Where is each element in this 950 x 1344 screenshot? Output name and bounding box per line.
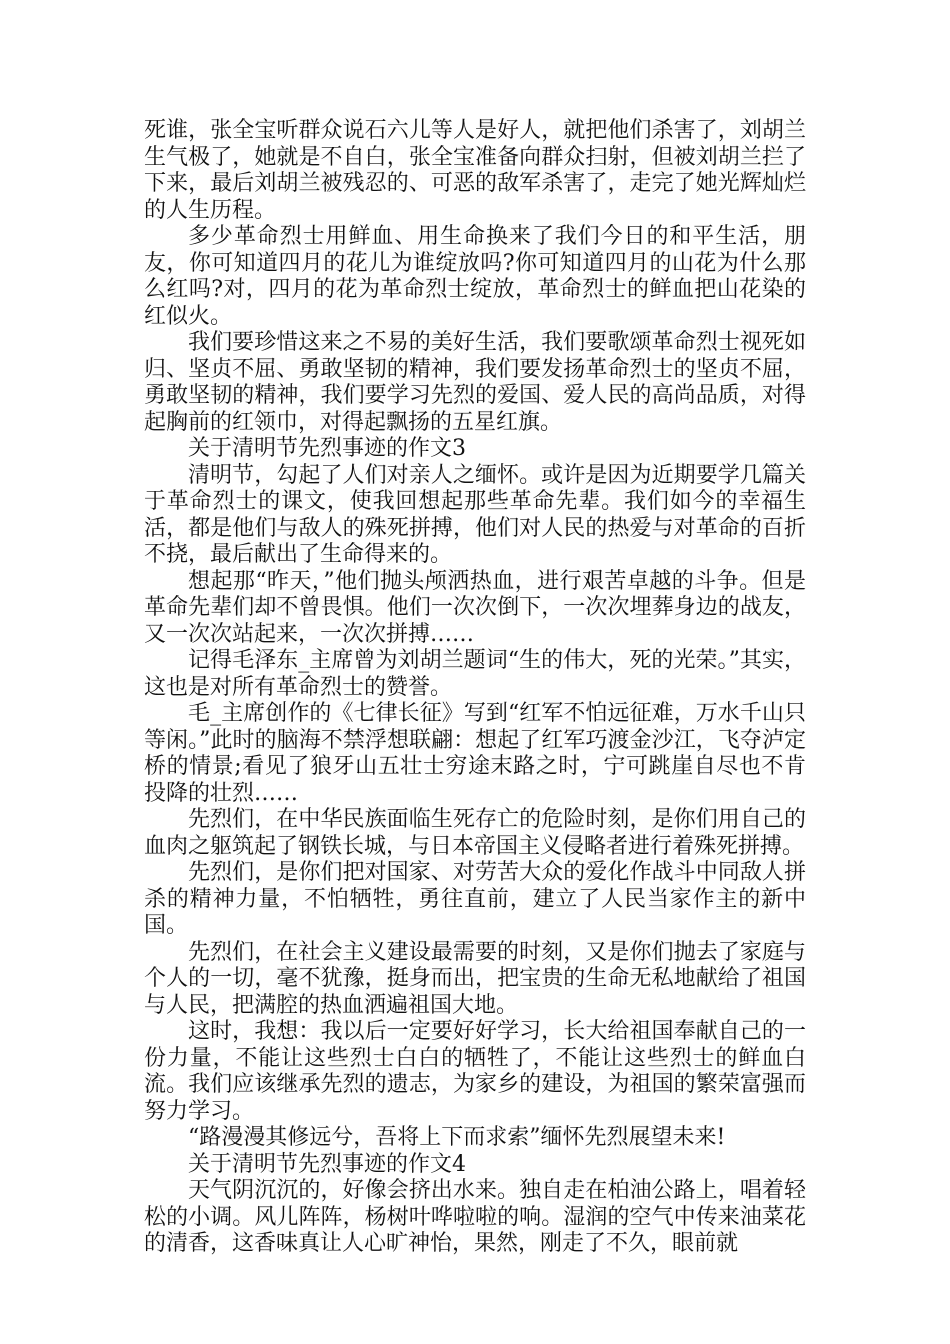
section-heading: 关于清明节先烈事迹的作文4 bbox=[188, 1151, 466, 1177]
document-page bbox=[144, 118, 806, 1258]
section-heading: 关于清明节先烈事迹的作文3 bbox=[188, 436, 466, 461]
paragraph: 这时，我想：我以后一定要好好学习，长大给祖国奉献自己的一份力量，不能让这些烈士白白的牺牲了，不能让这些烈士的鲜血白流。我们应该继承先烈的遗志，为家乡的建设，为祖国的繁荣富强而努力学习。 bbox=[144, 1019, 806, 1124]
paragraph: 清明节，勾起了人们对亲人之缅怀。或许是因为近期要学几篇关于革命烈士的课文，使我回想起那些革命先辈。我们如今的幸福生活，都是他们与敌人的殊死拼搏，他们对人民的热爱与对革命的百折不挠，最后献出了生命得来的。 bbox=[144, 462, 806, 567]
paragraph: 记得毛泽东_主席曾为刘胡兰题词“生的伟大，死的光荣。”其实，这也是对所有革命烈士的赞誉。 bbox=[144, 648, 806, 700]
paragraph: “路漫漫其修远兮，吾将上下而求索”缅怀先烈展望未来! bbox=[188, 1125, 726, 1150]
paragraph: 我们要珍惜这来之不易的美好生活，我们要歌颂革命烈士视死如归、坚贞不屈、勇敢坚韧的精神，我们要发扬革命烈士的坚贞不屈，勇敢坚韧的精神，我们要学习先烈的爱国、爱人民的高尚品质，对得起胸前的红领巾，对得起飘扬的五星红旗。 bbox=[144, 330, 806, 435]
paragraph: 多少革命烈士用鲜血、用生命换来了我们今日的和平生活，朋友，你可知道四月的花儿为谁绽放吗?你可知道四月的山花为什么那么红吗?对，四月的花为革命烈士绽放，革命烈士的鲜血把山花染的红似火。 bbox=[144, 224, 806, 329]
paragraph: 先烈们，是你们把对国家、对劳苦大众的爱化作战斗中同敌人拼杀的精神力量，不怕牺牲，勇往直前，建立了人民当家作主的新中国。 bbox=[144, 860, 806, 938]
paragraph: 先烈们，在社会主义建设最需要的时刻，又是你们抛去了家庭与个人的一切，毫不犹豫，挺身而出，把宝贵的生命无私地献给了祖国与人民，把满腔的热血洒遍祖国大地。 bbox=[144, 939, 806, 1018]
paragraph: 毛_主席创作的《七律长征》写到“红军不怕远征难，万水千山只等闲。”此时的脑海不禁浮想联翩：想起了红军巧渡金沙江，飞夺泸定桥的情景;看见了狼牙山五壮士穷途末路之时，宁可跳崖自尽也不肯投降的壮烈…… bbox=[144, 701, 806, 806]
paragraph-continued: 死谁，张全宝听群众说石六儿等人是好人，就把他们杀害了，刘胡兰生气极了，她就是不自白，张全宝准备向群众扫射，但被刘胡兰拦了下来，最后刘胡兰被残忍的、可恶的敌军杀害了，走完了她光辉灿烂的人生历程。 bbox=[144, 118, 806, 223]
paragraph: 想起那“昨天，”他们抛头颅洒热血，进行艰苦卓越的斗争。但是革命先辈们却不曾畏惧。他们一次次倒下，一次次埋葬身边的战友，又一次次站起来，一次次拼搏…… bbox=[144, 568, 806, 647]
paragraph: 先烈们，在中华民族面临生死存亡的危险时刻，是你们用自己的血肉之躯筑起了钢铁长城，与日本帝国主义侵略者进行着殊死拼搏。 bbox=[144, 807, 806, 859]
paragraph: 天气阴沉沉的，好像会挤出水来。独自走在柏油公路上，唱着轻松的小调。风儿阵阵，杨树叶哗啦啦的响。湿润的空气中传来油菜花的清香，这香味真让人心旷神怡，果然，刚走了不久，眼前就 bbox=[144, 1178, 806, 1256]
